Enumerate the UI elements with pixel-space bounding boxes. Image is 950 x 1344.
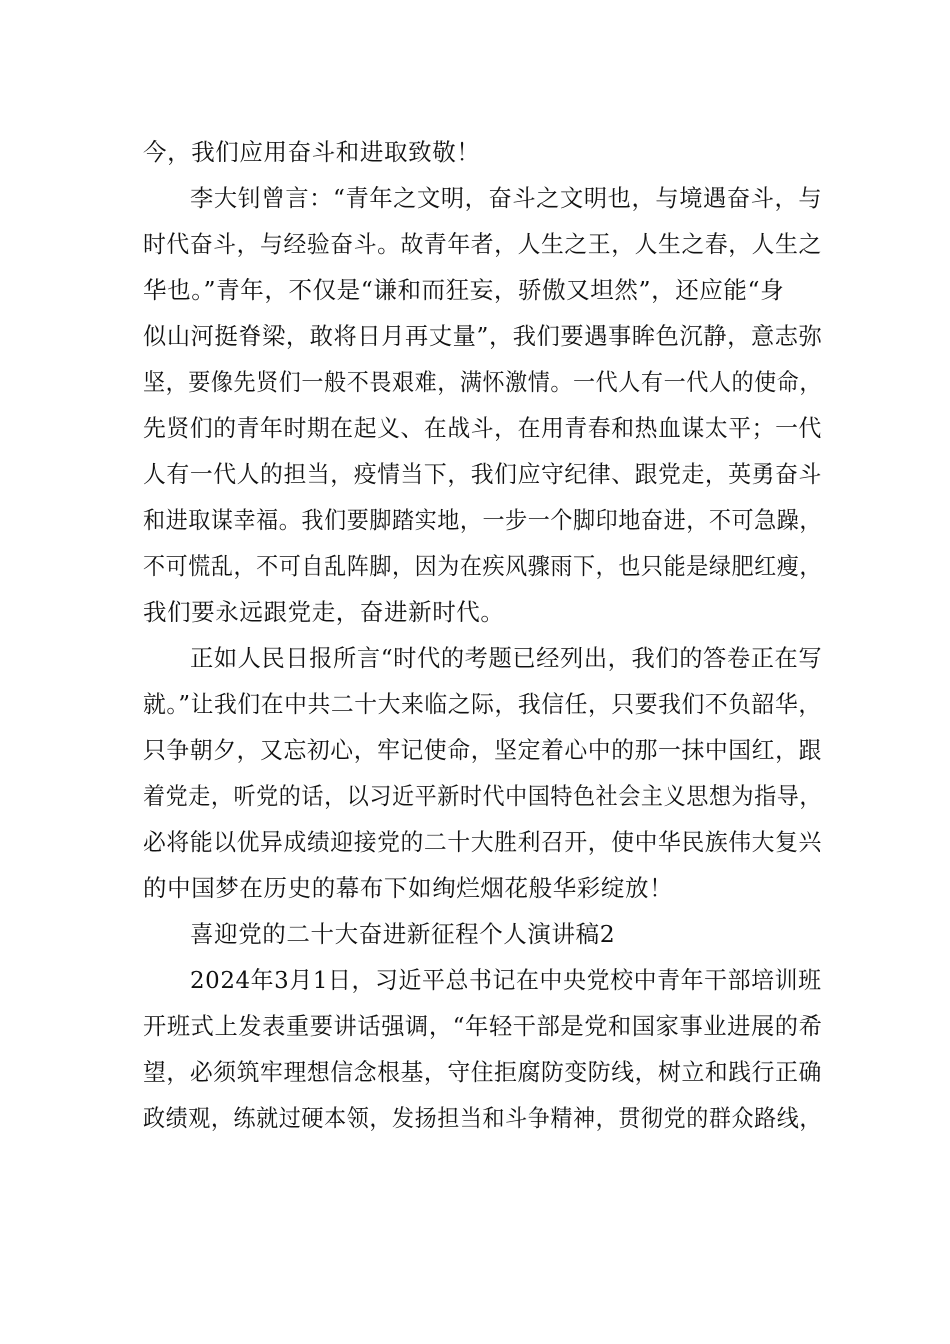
text-line: 政绩观，练就过硬本领，发扬担当和斗争精神，贯彻党的群众路线，	[143, 1104, 822, 1132]
text-line: 只争朝夕，又忘初心，牢记使命，坚定着心中的那一抹中国红，跟	[143, 736, 822, 764]
text-line: 着党走，听党的话，以习近平新时代中国特色社会主义思想为指导，	[143, 782, 822, 810]
section-heading: 喜迎党的二十大奋进新征程个人演讲稿2	[190, 920, 616, 948]
text-line: 不可慌乱，不可自乱阵脚，因为在疾风骤雨下，也只能是绿肥红瘦，	[143, 552, 822, 580]
text-line: 华也。”青年，不仅是“谦和而狂妄，骄傲又坦然”，还应能“身	[143, 276, 785, 304]
text-line: 坚，要像先贤们一般不畏艰难，满怀激情。一代人有一代人的使命，	[143, 368, 822, 396]
text-line: 正如人民日报所言“时代的考题已经列出，我们的答卷正在写	[190, 644, 823, 672]
text-line: 必将能以优异成绩迎接党的二十大胜利召开，使中华民族伟大复兴	[143, 828, 822, 856]
text-line: 2024年3月1日，习近平总书记在中央党校中青年干部培训班	[190, 966, 822, 994]
text-line: 望，必须筑牢理想信念根基，守住拒腐防变防线，树立和践行正确	[143, 1058, 822, 1086]
text-line: 李大钊曾言：“青年之文明，奋斗之文明也，与境遇奋斗，与	[190, 184, 823, 212]
text-line: 先贤们的青年时期在起义、在战斗，在用青春和热血谋太平；一代	[143, 414, 822, 442]
text-line: 人有一代人的担当，疫情当下，我们应守纪律、跟党走，英勇奋斗	[143, 460, 822, 488]
text-line: 开班式上发表重要讲话强调，“年轻干部是党和国家事业进展的希	[143, 1012, 823, 1040]
text-line: 似山河挺脊梁，敢将日月再丈量”，我们要遇事眸色沉静，意志弥	[143, 322, 823, 350]
text-line: 和进取谋幸福。我们要脚踏实地，一步一个脚印地奋进，不可急躁，	[143, 506, 822, 534]
text-line: 就。”让我们在中共二十大来临之际，我信任，只要我们不负韶华，	[143, 690, 822, 718]
text-line: 的中国梦在历史的幕布下如绚烂烟花般华彩绽放！	[143, 874, 674, 902]
text-line: 时代奋斗，与经验奋斗。故青年者，人生之王，人生之春，人生之	[143, 230, 822, 258]
text-line: 今，我们应用奋斗和进取致敬！	[143, 138, 481, 166]
text-line: 我们要永远跟党走，奋进新时代。	[143, 598, 505, 626]
